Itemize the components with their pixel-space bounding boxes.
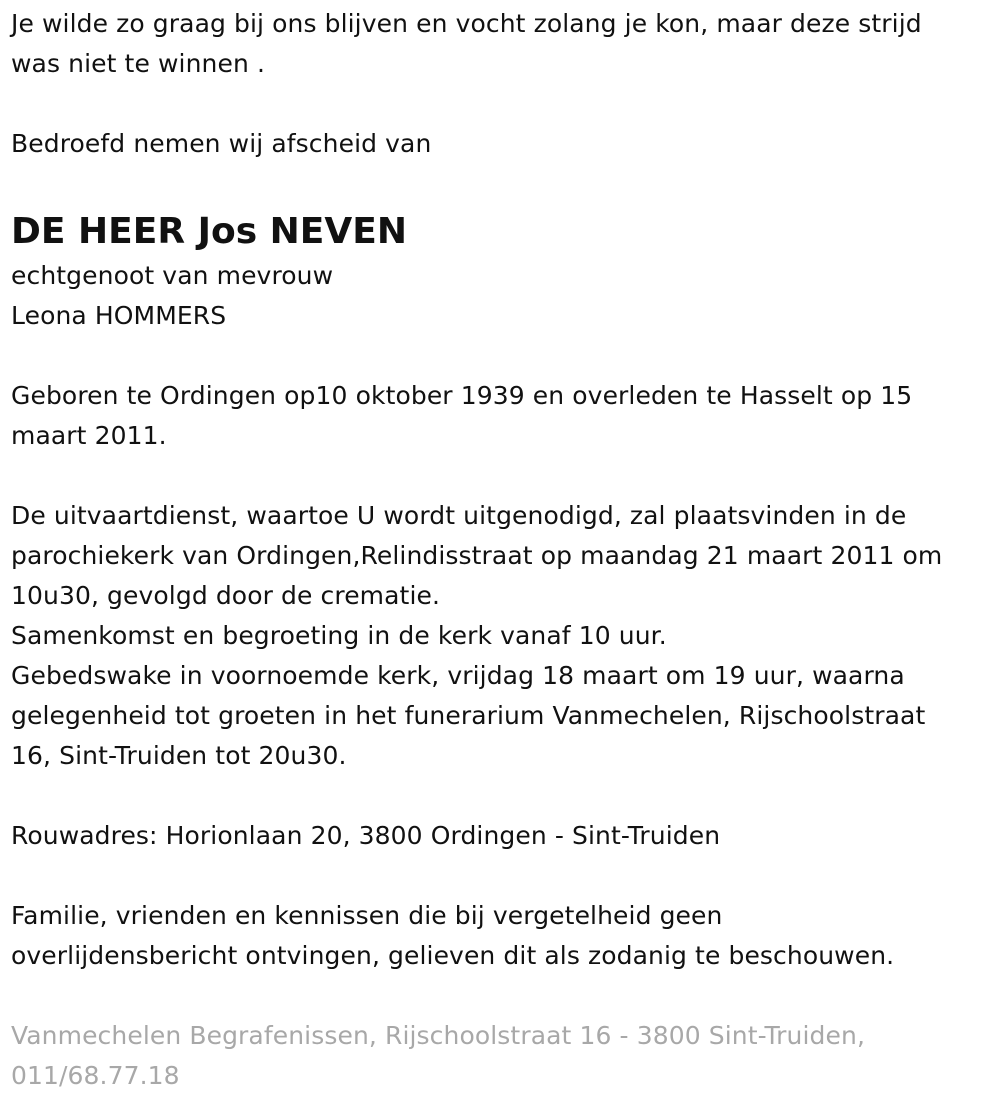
funeral-home-phone: 011/68.77.18 <box>11 1061 180 1090</box>
family-note-line: overlijdensbericht ontvingen, gelieven dit als zodanig te beschouwen. <box>11 941 895 970</box>
family-note-paragraph <box>11 896 986 976</box>
announcement-text: Bedroefd nemen wij afscheid van <box>11 129 432 158</box>
mourning-address: Rouwadres: Horionlaan 20, 3800 Ordingen - Sint-Truiden <box>11 821 721 850</box>
family-note-line: Familie, vrienden en kennissen die bij vergetelheid geen <box>11 901 723 930</box>
funeral-home-footer <box>11 1016 986 1096</box>
service-line: parochiekerk van Ordingen,Relindisstraat op maandag 21 maart 2011 om <box>11 541 943 570</box>
service-line: 10u30, gevolgd door de crematie. <box>11 581 441 610</box>
address-paragraph <box>11 816 986 856</box>
service-line: Gebedswake in voornoemde kerk, vrijdag 18 maart om 19 uur, waarna <box>11 661 905 690</box>
birth-death-line: Geboren te Ordingen op10 oktober 1939 en overleden te Hasselt op 15 <box>11 381 913 410</box>
service-line: 16, Sint-Truiden tot 20u30. <box>11 741 347 770</box>
service-paragraph <box>11 496 986 776</box>
birth-death-paragraph <box>11 376 986 456</box>
relation-text: echtgenoot van mevrouw <box>11 261 334 290</box>
intro-line: Je wilde zo graag bij ons blijven en vocht zolang je kon, maar deze strijd <box>11 9 922 38</box>
service-line: De uitvaartdienst, waartoe U wordt uitgenodigd, zal plaatsvinden in de <box>11 501 907 530</box>
birth-death-line: maart 2011. <box>11 421 167 450</box>
funeral-home-line: Vanmechelen Begrafenissen, Rijschoolstraat 16 - 3800 Sint-Truiden, <box>11 1021 865 1050</box>
deceased-name: DE HEER Jos NEVEN <box>11 211 407 252</box>
service-line: Samenkomst en begroeting in de kerk vanaf 10 uur. <box>11 621 667 650</box>
spouse-name: Leona HOMMERS <box>11 301 227 330</box>
intro-line: was niet te winnen . <box>11 49 265 78</box>
service-line: gelegenheid tot groeten in het funerarium Vanmechelen, Rijschoolstraat <box>11 701 926 730</box>
intro-paragraph <box>11 4 986 84</box>
deceased-block <box>11 204 986 336</box>
announcement-paragraph <box>11 124 986 164</box>
